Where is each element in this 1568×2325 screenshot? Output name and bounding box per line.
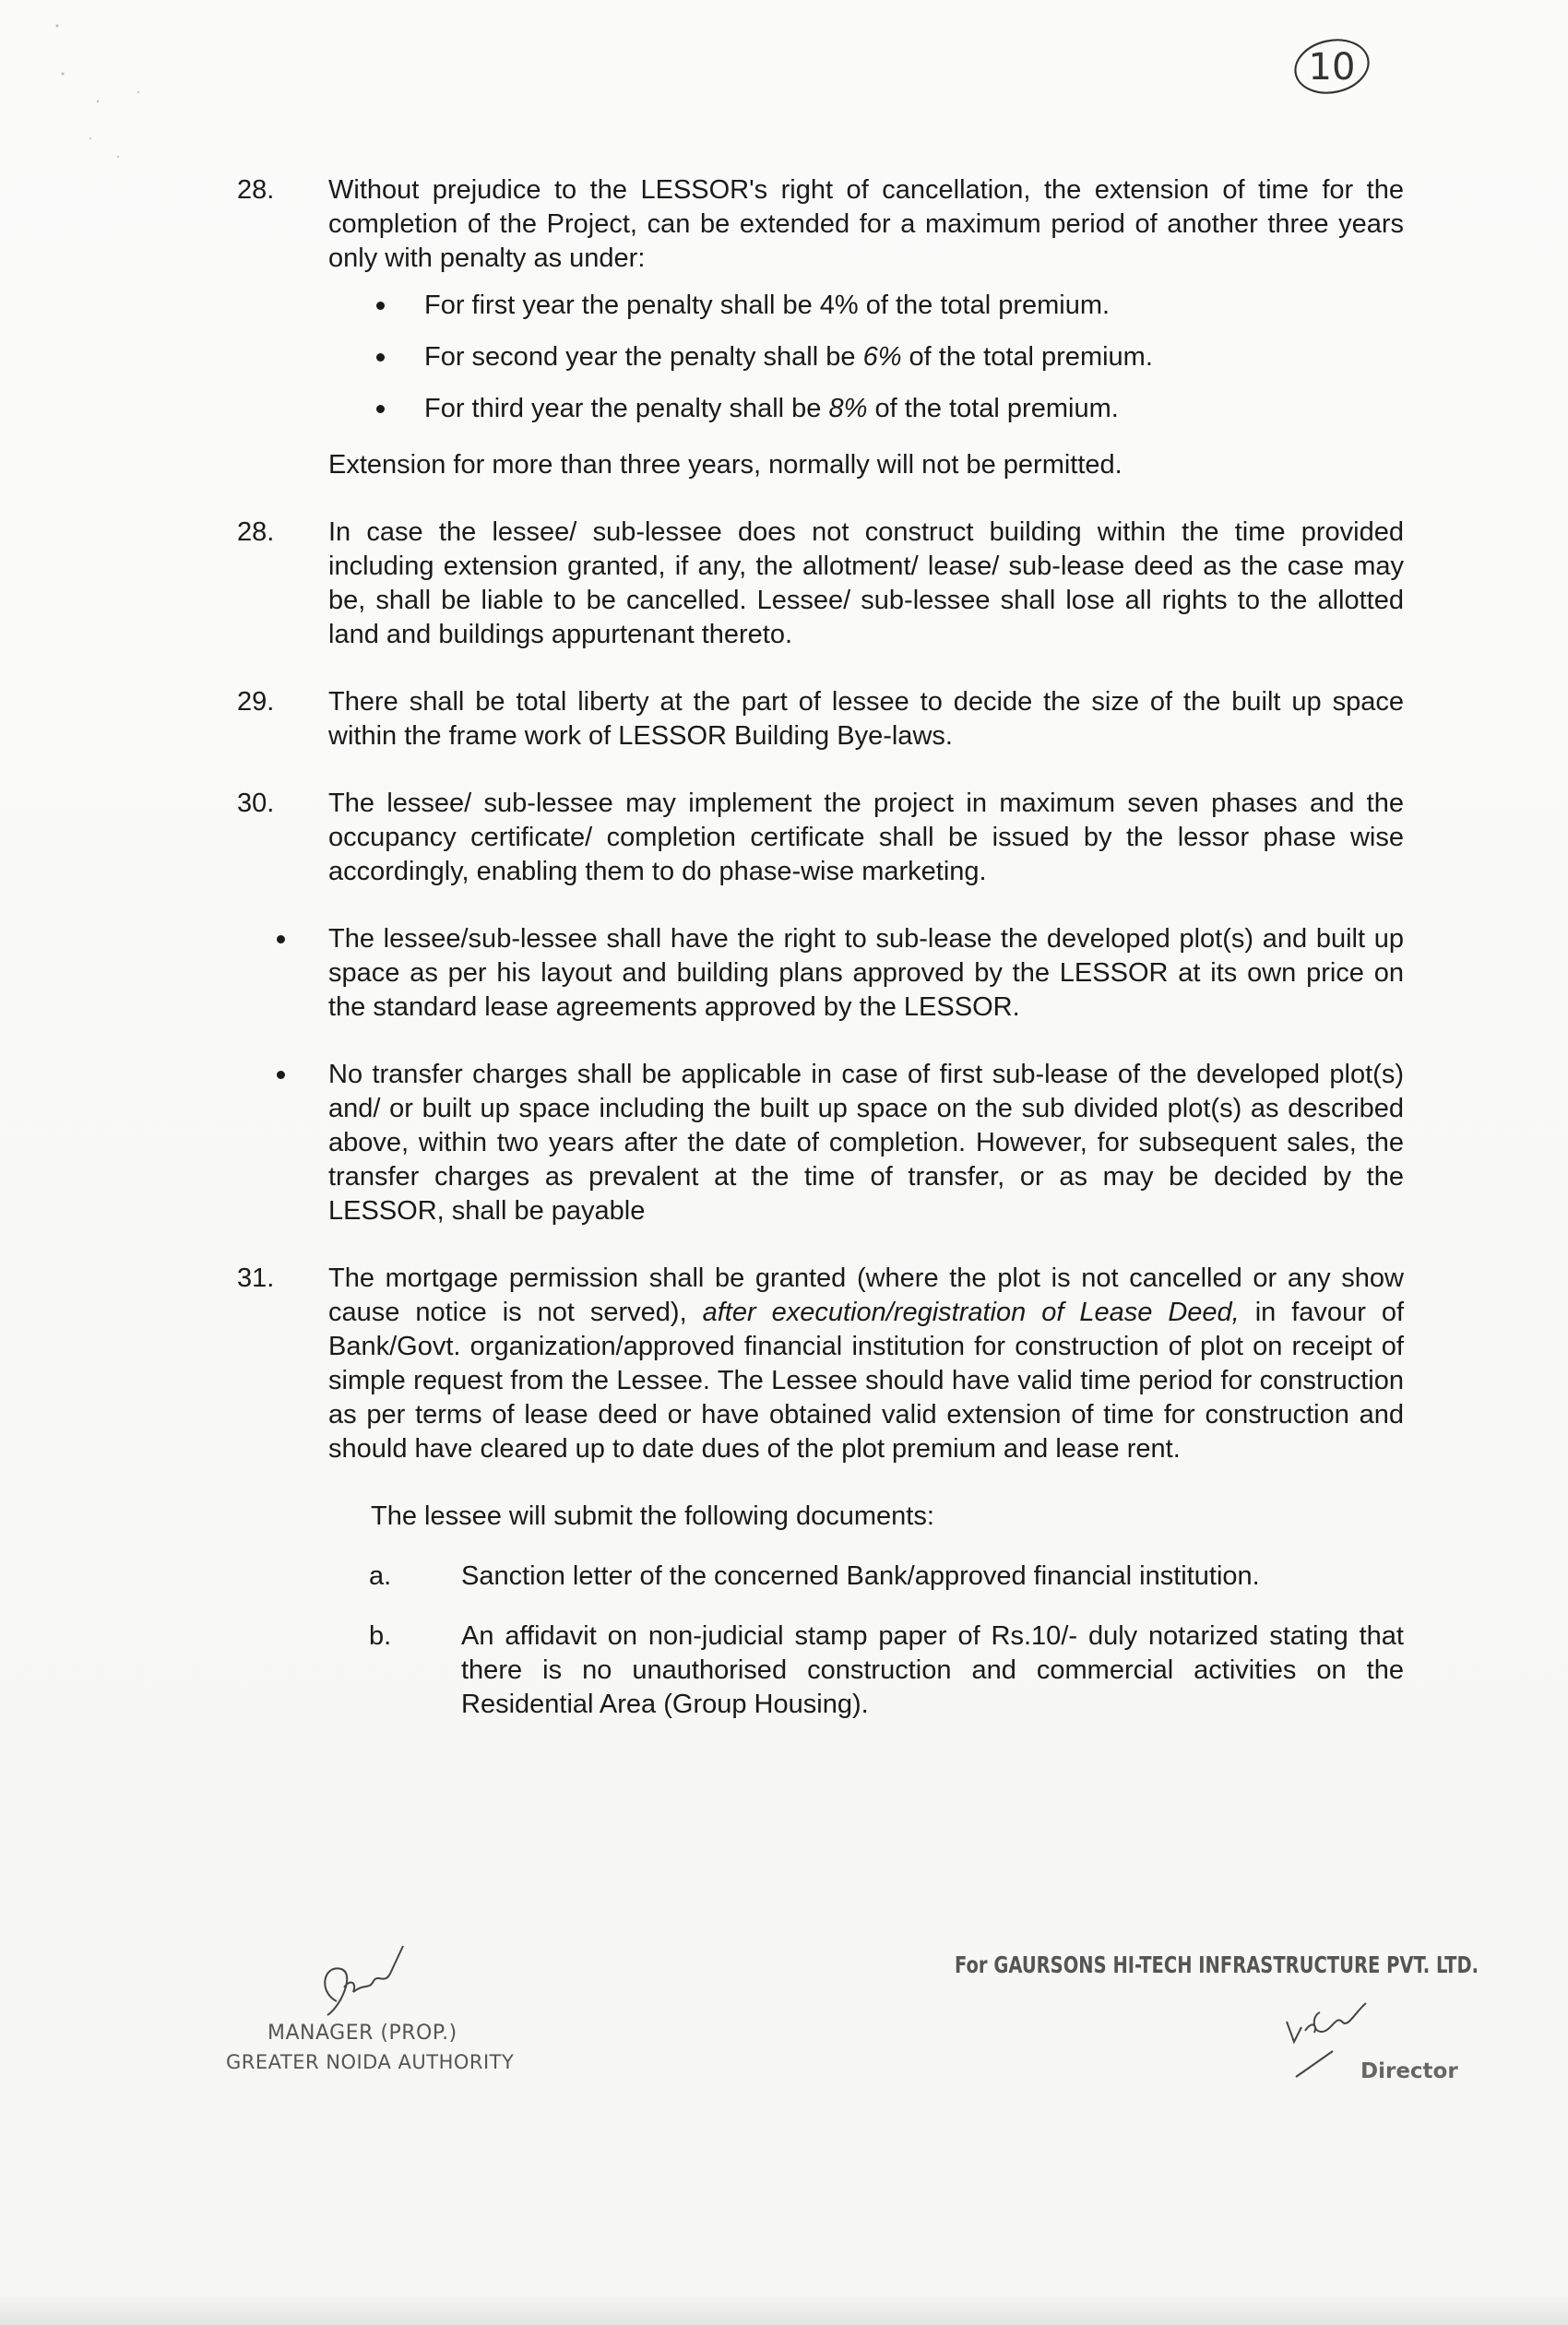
company-signature-block (955, 1944, 1479, 2092)
clause-number: 28. (237, 517, 275, 547)
clause-text (328, 1262, 1404, 1466)
penalty-value: 8% (828, 394, 868, 423)
extension-note: Extension for more than three years, normally will not be permitted. (328, 450, 1123, 480)
bullet-icon (376, 353, 385, 362)
penalty-text: For first year the penalty shall be (424, 291, 820, 320)
bullet-icon (277, 1071, 285, 1079)
clause-29 (232, 685, 1404, 753)
penalty-value: 6% (862, 342, 902, 372)
clause-text: The lessee/ sub-lessee may implement the project in maximum seven phases and the occupancy certificate/ completion certificate shall be issued by the lessor phase wise accordingly, enabling them to do phase-wise marketing. (328, 789, 1404, 886)
penalty-item-first-year (376, 289, 1404, 323)
clause-28-extension (232, 173, 1404, 482)
document-item-a (232, 1560, 1404, 1594)
authority-signature-block (226, 1937, 595, 2084)
clause-text-part: The mortgage permission shall be granted (where the plot is not cancelled or any show cause notice is not served), (328, 1263, 1404, 1327)
bullet-icon (376, 302, 385, 310)
penalty-text: of the total premium. (858, 291, 1111, 320)
penalty-text: of the total premium. (901, 342, 1153, 372)
clause-number: 31. (237, 1263, 275, 1293)
document-letter: b. (369, 1621, 392, 1651)
clause-text: There shall be total liberty at the part of lessee to decide the size of the built up space within the frame work of LESSOR Building Bye-laws. (328, 687, 1404, 751)
company-stamp: For GAURSONS HI-TECH INFRASTRUCTURE PVT. LTD. (955, 1951, 1479, 1978)
sub-lease-rights-bullet (232, 922, 1404, 1025)
penalty-value: 4% (819, 291, 859, 320)
penalty-item-second-year (376, 340, 1404, 374)
penalty-text: For third year the penalty shall be (424, 394, 829, 423)
bullet-text: The lessee/sub-lessee shall have the right to sub-lease the developed plot(s) and built up space as per his layout and building plans approved by the LESSOR at its own price on the standard lease agreements approved by the LESSOR. (328, 924, 1404, 1022)
manager-title: MANAGER (PROP.) (267, 2022, 457, 2045)
penalty-text: of the total premium. (867, 394, 1119, 423)
document-text: An affidavit on non-judicial stamp paper of Rs.10/- duly notarized stating that there is no unauthorised construction and commercial activities on the Residential Area (Group Housing). (461, 1621, 1404, 1719)
clause-number: 30. (237, 789, 275, 818)
page-number-text: 10 (1308, 46, 1356, 89)
penalty-list (328, 289, 1404, 426)
bullet-icon (277, 935, 285, 943)
clause-text-italic: after execution/registration of Lease Deed, (702, 1298, 1240, 1327)
penalty-text: For second year the penalty shall be (424, 342, 863, 372)
document-text: Sanction letter of the concerned Bank/approved financial institution. (461, 1561, 1260, 1591)
clause-text: In case the lessee/ sub-lessee does not construct building within the time provided including extension granted, if any, the allotment/ lease/ sub-lease deed as the case may be, shall be liable to be cancelled. Lessee/ sub-lessee shall lose all rights to the allotted land and buildings appurtenant thereto. (328, 517, 1404, 649)
authority-name: GREATER NOIDA AUTHORITY (226, 2051, 515, 2073)
clause-number: 28. (237, 175, 275, 205)
bullet-icon (376, 405, 385, 413)
clause-number: 29. (237, 687, 275, 717)
transfer-charges-bullet (232, 1058, 1404, 1228)
bullet-text: No transfer charges shall be applicable in case of first sub-lease of the developed plot(s) and/ or built up space including the built up space on the sub divided plot(s) as described above, within two years after the date of completion. However, for subsequent sales, the transfer charges as prevalent at the time of transfer, or as may be decided by the LESSOR, shall be payable (328, 1060, 1404, 1226)
page-number-stamp (1284, 28, 1376, 101)
document-body (232, 173, 1404, 1722)
clause-text: Without prejudice to the LESSOR's right of cancellation, the extension of time for the completion of the Project, can be extended for a maximum period of another three years only with penalty as under: (328, 175, 1404, 273)
penalty-item-third-year (376, 392, 1404, 426)
scan-edge (0, 2296, 1568, 2325)
document-letter: a. (369, 1561, 392, 1591)
director-title: Director (1360, 2059, 1458, 2083)
document-item-b (232, 1619, 1404, 1722)
scan-specks (37, 18, 184, 166)
clause-28-cancellation (232, 516, 1404, 652)
documents-intro: The lessee will submit the following documents: (371, 1501, 934, 1531)
clause-text-part: in favour of Bank/Govt. organization/approved financial institution for construction of plot on receipt of simple request from the Lessee. The Lessee should have valid time period for construction as per terms of lease deed or have obtained valid extension of time for construction and should have cleared up to date dues of the plot premium and lease rent. (328, 1298, 1405, 1464)
clause-30 (232, 787, 1404, 889)
clause-31 (232, 1262, 1404, 1466)
